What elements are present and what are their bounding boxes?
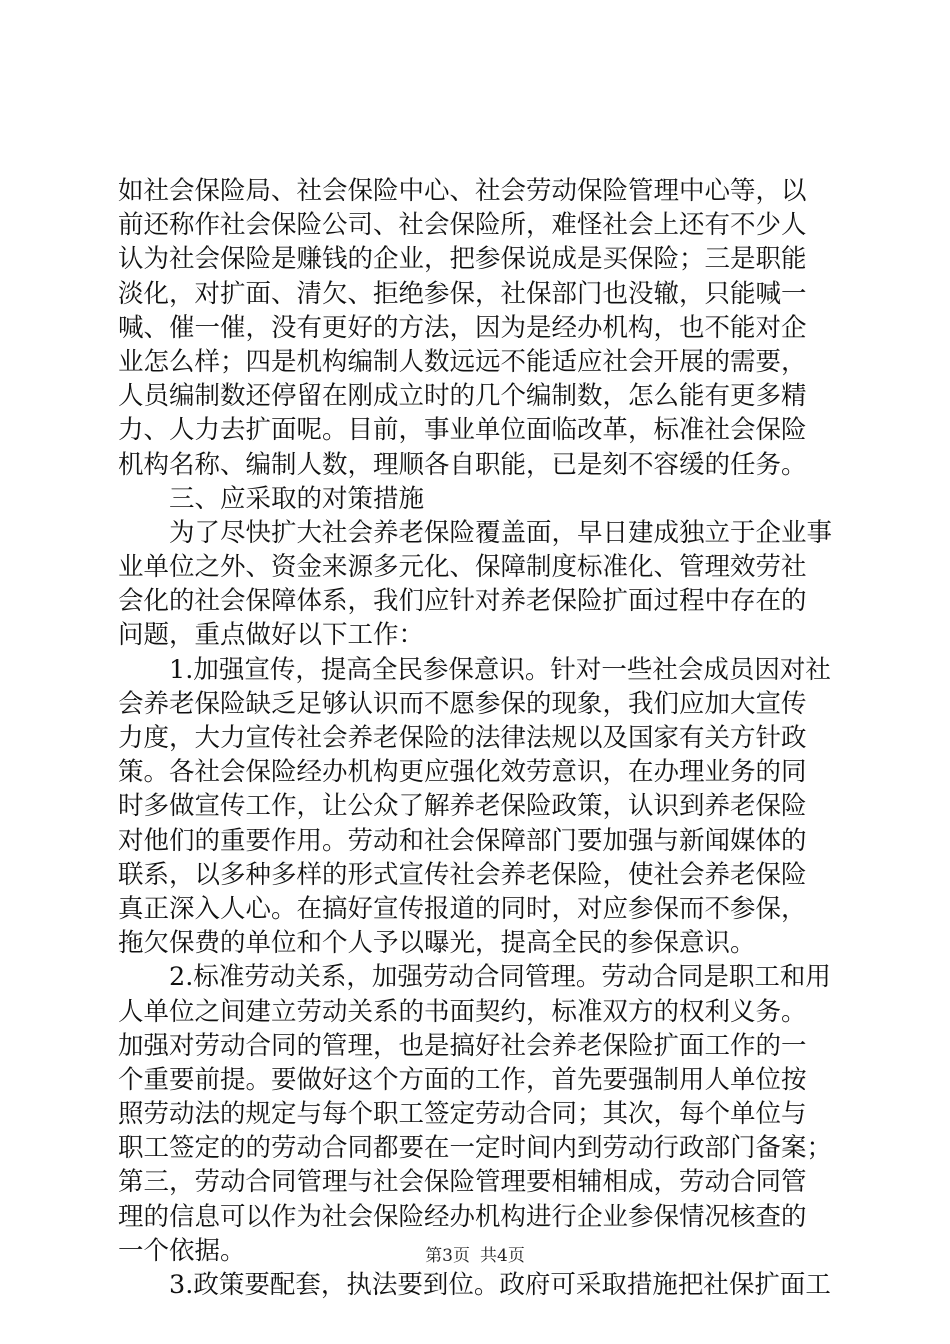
paragraph-start-line: 2.标准劳动关系，加强劳动合同管理。劳动合同是职工和用	[169, 962, 831, 993]
text-line: 一个依据。	[118, 1235, 246, 1266]
section-heading: 三、应采取的对策措施	[169, 483, 425, 514]
text-line: 机构名称、编制人数，理顺各自职能，已是刻不容缓的任务。	[118, 449, 807, 480]
text-line: 时多做宣传工作，让公众了解养老保险政策，认识到养老保险	[118, 791, 807, 822]
text-line: 联系，以多种多样的形式宣传社会养老保险，使社会养老保险	[118, 859, 807, 890]
text-line: 业怎么样；四是机构编制人数远远不能适应社会开展的需要，	[118, 346, 807, 377]
text-line: 认为社会保险是赚钱的企业，把参保说成是买保险；三是职能	[118, 244, 807, 275]
text-line: 职工签定的的劳动合同都要在一定时间内到劳动行政部门备案；	[118, 1133, 833, 1164]
text-line: 会养老保险缺乏足够认识而不愿参保的现象，我们应加大宣传	[118, 688, 807, 719]
text-line: 如社会保险局、社会保险中心、社会劳动保险管理中心等，以	[118, 176, 807, 206]
text-line: 人员编制数还停留在刚成立时的几个编制数，怎么能有更多精	[118, 381, 807, 412]
text-line: 个重要前提。要做好这个方面的工作，首先要强制用人单位按	[118, 1064, 807, 1095]
page-total: 共4页	[480, 1246, 525, 1266]
paragraph-start-line: 为了尽快扩大社会养老保险覆盖面，早日建成独立于企业事	[169, 517, 833, 548]
text-line: 理的信息可以作为社会保险经办机构进行企业参保情况核查的	[118, 1201, 807, 1232]
text-line: 对他们的重要作用。劳动和社会保障部门要加强与新闻媒体的	[118, 825, 807, 856]
paragraph-start-line: 1.加强宣传，提高全民参保意识。针对一些社会成员因对社	[169, 654, 831, 685]
text-line: 会化的社会保障体系，我们应针对养老保险扩面过程中存在的	[118, 586, 807, 617]
paragraph-start-line: 3.政策要配套，执法要到位。政府可采取措施把社保扩面工	[169, 1270, 831, 1300]
text-line: 淡化，对扩面、清欠、拒绝参保，社保部门也没辙，只能喊一	[118, 278, 807, 309]
text-line: 力度，大力宣传社会养老保险的法律法规以及国家有关方针政	[118, 723, 807, 753]
text-line: 业单位之外、资金来源多元化、保障制度标准化、管理效劳社	[118, 552, 807, 583]
page-number: 第3页	[425, 1246, 470, 1266]
text-line: 拖欠保费的单位和个人予以曝光，提高全民的参保意识。	[118, 928, 756, 959]
text-line: 真正深入人心。在搞好宣传报道的同时，对应参保而不参保，	[118, 893, 807, 924]
text-line: 喊、催一催，没有更好的方法，因为是经办机构，也不能对企	[118, 312, 807, 343]
text-line: 力、人力去扩面呢。目前，事业单位面临改革，标准社会保险	[118, 415, 807, 446]
text-line: 问题，重点做好以下工作：	[118, 620, 425, 651]
text-line: 人单位之间建立劳动关系的书面契约，标准双方的权利义务。	[118, 996, 807, 1027]
text-line: 第三，劳动合同管理与社会保险管理要相辅相成，劳动合同管	[118, 1167, 807, 1198]
page-footer	[0, 1245, 950, 1267]
text-line: 加强对劳动合同的管理，也是搞好社会养老保险扩面工作的一	[118, 1030, 807, 1061]
document-body	[118, 174, 833, 1302]
text-line: 策。各社会保险经办机构更应强化效劳意识，在办理业务的同	[118, 757, 807, 788]
text-line: 前还称作社会保险公司、社会保险所，难怪社会上还有不少人	[118, 210, 807, 241]
text-line: 照劳动法的规定与每个职工签定劳动合同；其次，每个单位与	[118, 1099, 807, 1130]
